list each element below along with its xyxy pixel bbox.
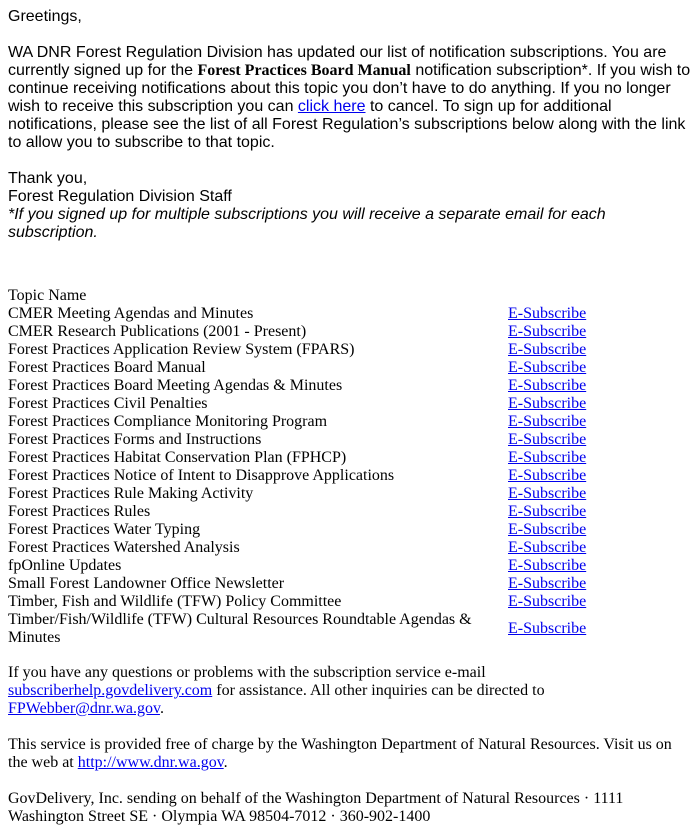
e-subscribe-link[interactable]: E-Subscribe	[508, 467, 587, 484]
topic-row	[8, 359, 692, 377]
e-subscribe-link[interactable]: E-Subscribe	[508, 593, 587, 610]
subscribe-cell	[508, 539, 692, 557]
e-subscribe-link[interactable]: E-Subscribe	[508, 620, 587, 637]
topic-row	[8, 557, 692, 575]
e-subscribe-link[interactable]: E-Subscribe	[508, 413, 587, 430]
topic-name: CMER Research Publications (2001 - Present)	[8, 323, 307, 340]
topic-row	[8, 377, 692, 395]
help-link[interactable]: subscriberhelp.govdelivery.com	[8, 682, 213, 699]
topic-row	[8, 503, 692, 521]
subscription-name: Forest Practices Board Manual	[197, 62, 411, 79]
e-subscribe-link[interactable]: E-Subscribe	[508, 575, 587, 592]
topic-row	[8, 323, 692, 341]
topic-row	[8, 611, 692, 647]
cancel-link[interactable]: click here	[297, 98, 366, 115]
intro-text-1: WA DNR Forest Regulation Division has updated our list of notification subscriptions. You are currently signed up for the	[8, 44, 667, 79]
support-text-1: If you have any questions or problems with the subscription service e-mail	[8, 664, 486, 681]
subscribe-cell	[508, 395, 692, 413]
e-subscribe-link[interactable]: E-Subscribe	[508, 539, 587, 556]
topic-name: Forest Practices Board Manual	[8, 359, 206, 376]
topics-header: Topic Name	[8, 287, 87, 304]
subscribe-cell	[508, 557, 692, 575]
topic-name: Forest Practices Habitat Conservation Plan (FPHCP)	[8, 449, 347, 466]
topic-name: fpOnline Updates	[8, 557, 122, 574]
staff-signature: Forest Regulation Division Staff	[8, 188, 232, 205]
support-text-3: .	[159, 700, 164, 717]
topics-table	[8, 287, 692, 647]
topic-name: CMER Meeting Agendas and Minutes	[8, 305, 254, 322]
topic-row	[8, 521, 692, 539]
intro-paragraph	[8, 44, 692, 152]
support-text-2: for assistance. All other inquiries can be directed to	[212, 682, 545, 699]
subscribe-cell	[508, 575, 692, 593]
intro-section	[8, 8, 692, 242]
e-subscribe-link[interactable]: E-Subscribe	[508, 557, 587, 574]
support-paragraph	[8, 664, 692, 718]
email-link[interactable]: FPWebber@dnr.wa.gov	[8, 700, 160, 717]
topic-name: Forest Practices Compliance Monitoring Program	[8, 413, 328, 430]
subscribe-cell	[508, 503, 692, 521]
service-text-2: .	[223, 754, 228, 771]
subscribe-cell	[508, 593, 692, 611]
topic-row	[8, 431, 692, 449]
topic-name: Forest Practices Water Typing	[8, 521, 201, 538]
topic-row	[8, 467, 692, 485]
subscribe-cell	[508, 323, 692, 341]
e-subscribe-link[interactable]: E-Subscribe	[508, 503, 587, 520]
topic-row	[8, 539, 692, 557]
topic-row	[8, 593, 692, 611]
e-subscribe-link[interactable]: E-Subscribe	[508, 521, 587, 538]
topic-name: Forest Practices Civil Penalties	[8, 395, 208, 412]
subscribe-cell	[508, 485, 692, 503]
topic-name: Timber/Fish/Wildlife (TFW) Cultural Resources Roundtable Agendas & Minutes	[8, 611, 472, 646]
topic-row	[8, 413, 692, 431]
subscribe-cell	[508, 377, 692, 395]
topic-name: Forest Practices Application Review System (FPARS)	[8, 341, 355, 358]
service-text-1: This service is provided free of charge by the Washington Department of Natural Resources. Visit us on the web at	[8, 736, 672, 771]
topic-row	[8, 485, 692, 503]
topic-list	[8, 305, 692, 647]
topic-row	[8, 449, 692, 467]
multiple-subscriptions-note: *If you signed up for multiple subscriptions you will receive a separate email for each subscription.	[8, 206, 606, 241]
e-subscribe-link[interactable]: E-Subscribe	[508, 431, 587, 448]
website-link[interactable]: http://www.dnr.wa.gov	[77, 754, 224, 771]
subscribe-cell	[508, 305, 692, 323]
e-subscribe-link[interactable]: E-Subscribe	[508, 359, 587, 376]
subscribe-cell	[508, 359, 692, 377]
topics-header-row	[8, 287, 692, 305]
subscribe-cell	[508, 341, 692, 359]
intro-text-3: to cancel. To sign up for additional notifications, please see the list of all Forest Regulation’s subscriptions below along with the link to allow you to subscribe to that topic.	[8, 98, 686, 151]
service-paragraph	[8, 736, 692, 772]
topic-name: Small Forest Landowner Office Newsletter	[8, 575, 285, 592]
topic-name: Forest Practices Board Meeting Agendas & Minutes	[8, 377, 343, 394]
subscribe-cell	[508, 620, 692, 638]
subscribe-cell	[508, 431, 692, 449]
subscribe-cell	[508, 449, 692, 467]
sender-address: GovDelivery, Inc. sending on behalf of the Washington Department of Natural Resources · 1111 Washington Street SE · Olympia WA 98504-7012 · 360-902-1400	[8, 790, 624, 825]
subscribe-cell	[508, 467, 692, 485]
topic-row	[8, 305, 692, 323]
thank-you: Thank you,	[8, 170, 88, 187]
topic-row	[8, 575, 692, 593]
topic-name: Forest Practices Forms and Instructions	[8, 431, 262, 448]
topic-name: Timber, Fish and Wildlife (TFW) Policy Committee	[8, 593, 342, 610]
e-subscribe-link[interactable]: E-Subscribe	[508, 377, 587, 394]
topic-name: Forest Practices Watershed Analysis	[8, 539, 240, 556]
e-subscribe-link[interactable]: E-Subscribe	[508, 305, 587, 322]
e-subscribe-link[interactable]: E-Subscribe	[508, 395, 587, 412]
subscribe-cell	[508, 521, 692, 539]
topic-row	[8, 395, 692, 413]
topic-name: Forest Practices Rule Making Activity	[8, 485, 254, 502]
intro-text-2: notification subscription*. If you wish to continue receiving notifications about this topic you don’t have to do anything. If you no longer wish to receive this subscription you can	[8, 62, 691, 115]
e-subscribe-link[interactable]: E-Subscribe	[508, 449, 587, 466]
subscribe-cell	[508, 413, 692, 431]
topic-name: Forest Practices Rules	[8, 503, 151, 520]
footer-section	[8, 664, 692, 826]
e-subscribe-link[interactable]: E-Subscribe	[508, 485, 587, 502]
topic-name: Forest Practices Notice of Intent to Disapprove Applications	[8, 467, 395, 484]
e-subscribe-link[interactable]: E-Subscribe	[508, 323, 587, 340]
e-subscribe-link[interactable]: E-Subscribe	[508, 341, 587, 358]
greeting: Greetings,	[8, 8, 82, 25]
topic-row	[8, 341, 692, 359]
